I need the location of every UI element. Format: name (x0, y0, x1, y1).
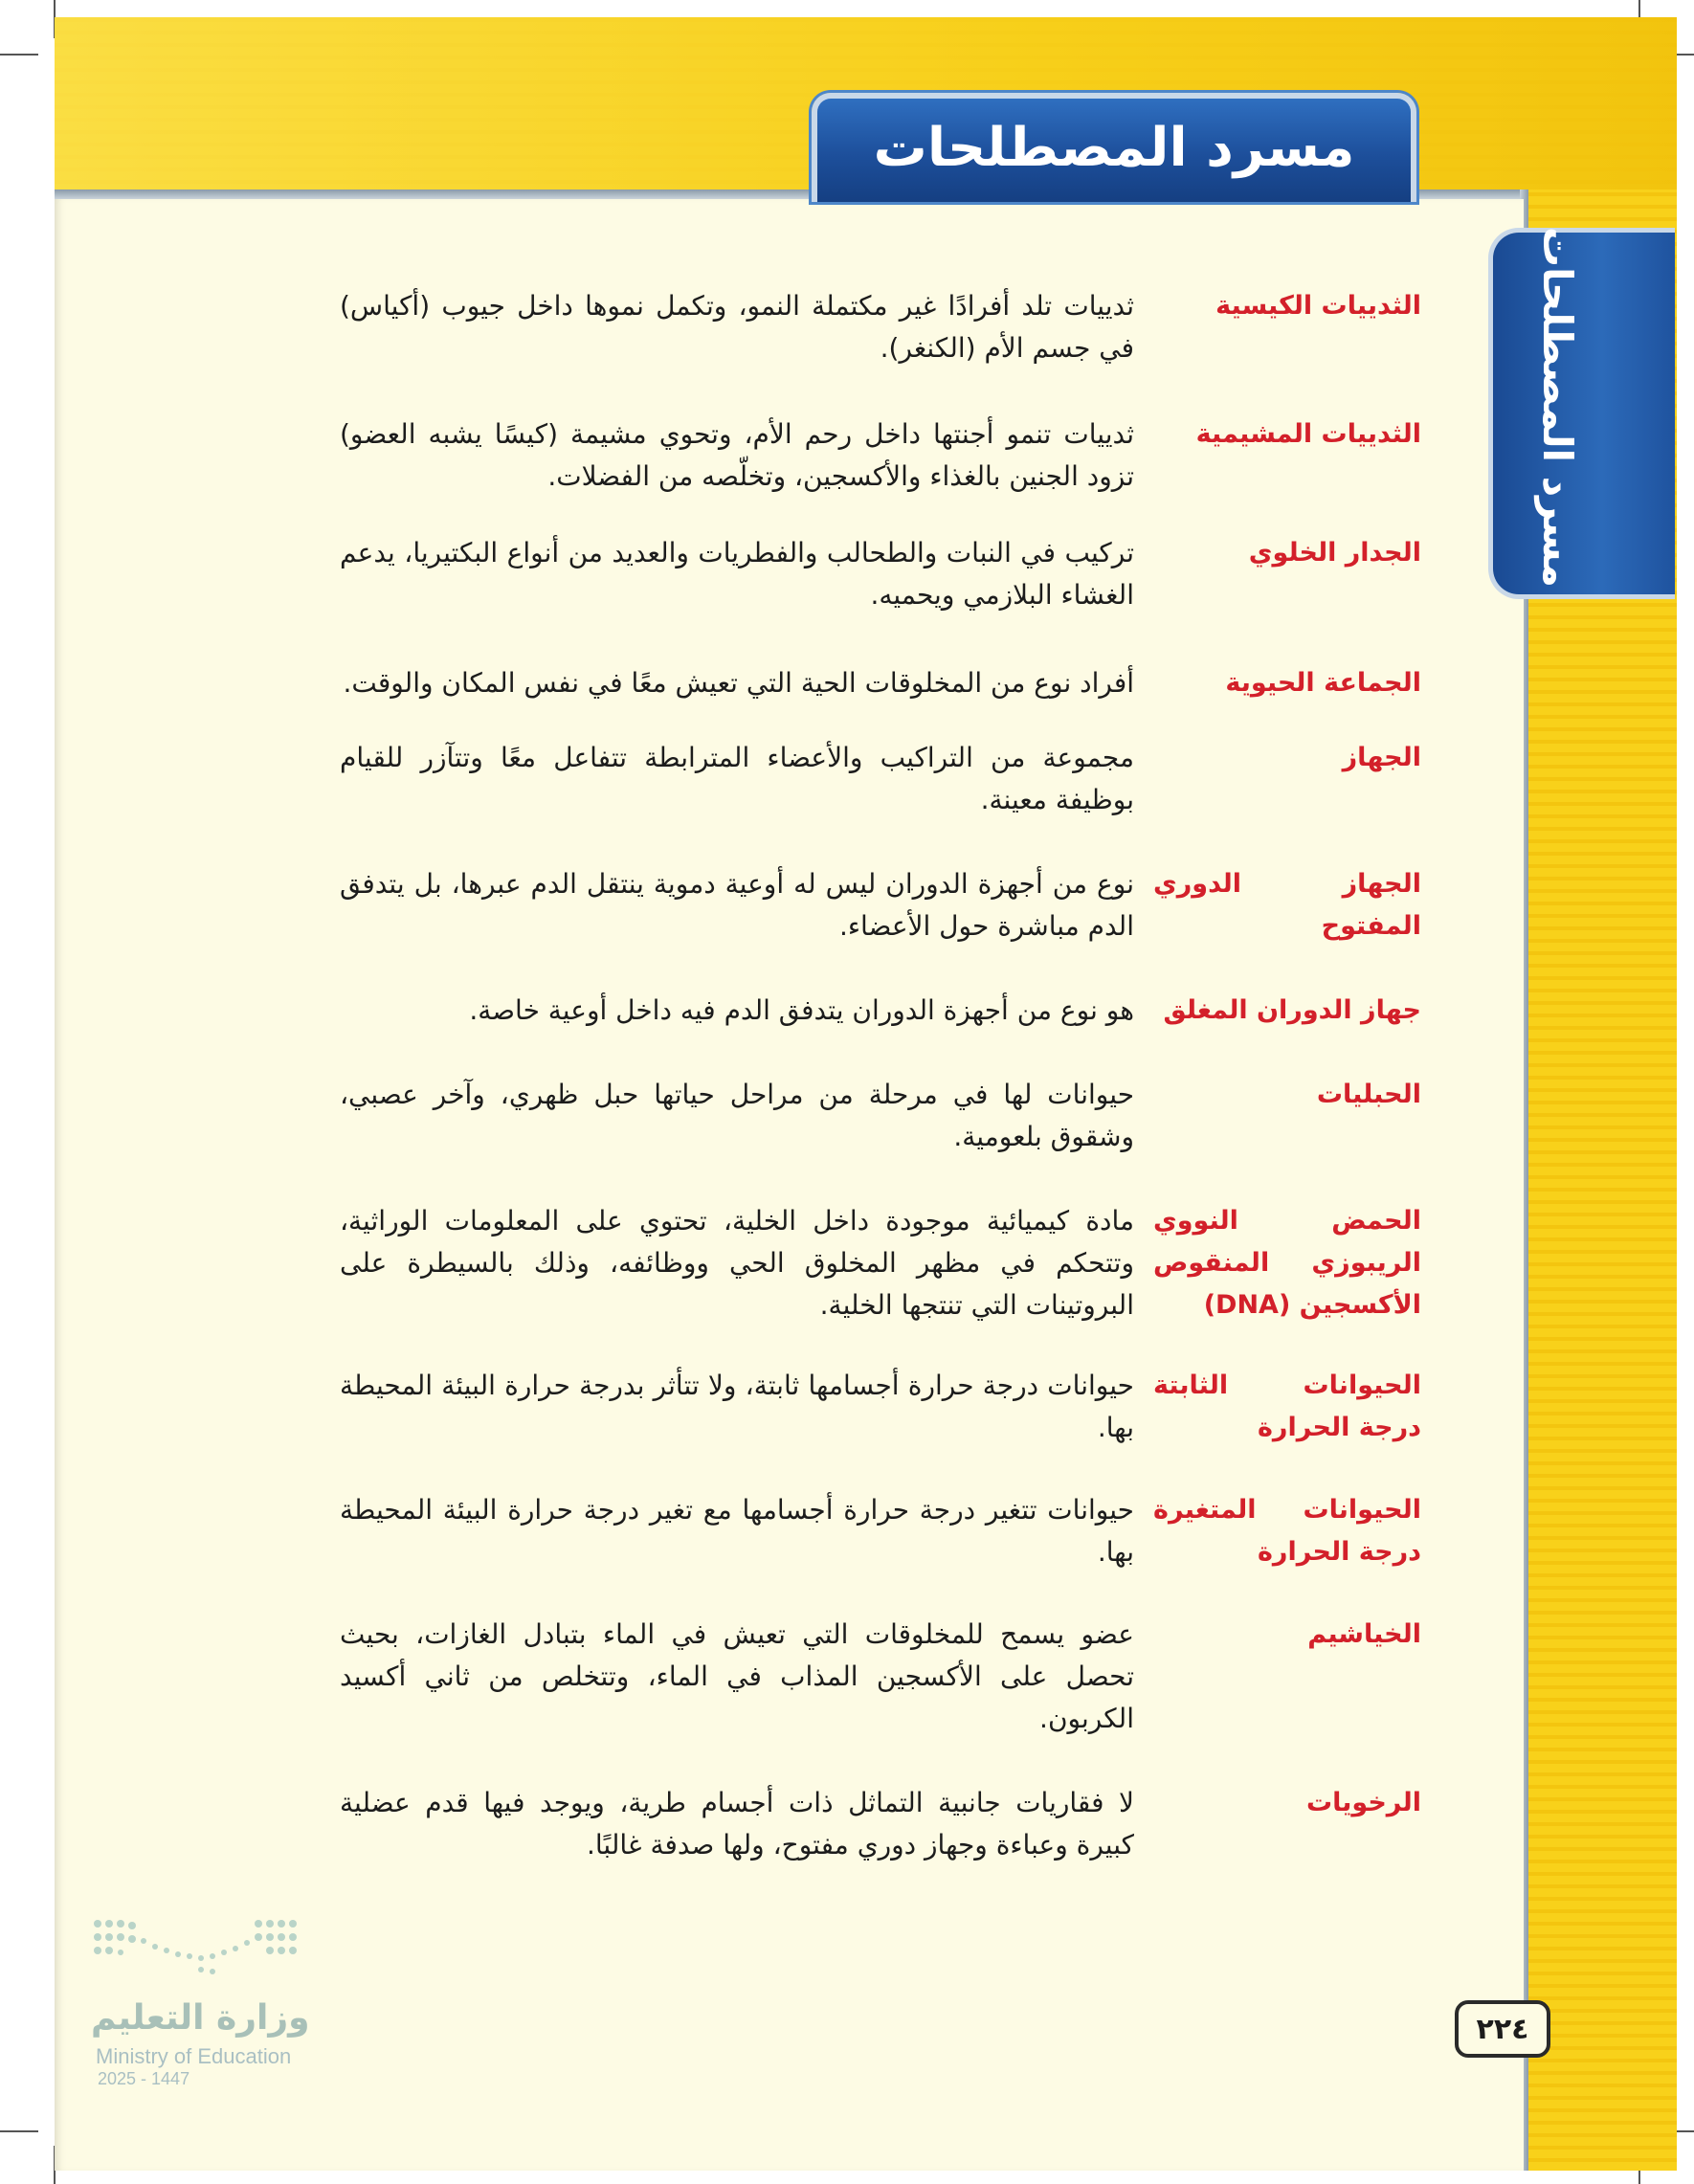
glossary-entry (330, 863, 1421, 959)
glossary-entry (330, 1489, 1421, 1585)
glossary-term: الحيوانات الثابتة درجة الحرارة (1153, 1371, 1421, 1442)
glossary-term: الثدييات المشيمية (1195, 419, 1421, 449)
side-tab-label-wrap (1510, 226, 1606, 588)
glossary-definition: مادة كيميائية موجودة داخل الخلية، تحتوي على المعلومات الوراثية، وتتحكم في مظهر المخلوق الحي ووظائفه، وذلك بالسيطرة على البروتينات التي تنتجها الخلية. (340, 1205, 1134, 1321)
ministry-name-english: Ministry of Education (96, 2044, 292, 2068)
glossary-entry (330, 1782, 1421, 1878)
ministry-name-arabic: وزارة التعليم (91, 1998, 310, 2038)
glossary-term: الجدار الخلوي (1248, 538, 1421, 568)
glossary-term: الحمض النووي الريبوزي المنقوص الأكسجين (DNA) (1153, 1206, 1421, 1320)
glossary-term: الحبليات (1316, 1080, 1421, 1109)
glossary-definition: حيوانات تتغير درجة حرارة أجسامها مع تغير درجة حرارة البيئة المحيطة بها. (340, 1494, 1134, 1568)
page-number: ٢٢٤ (1455, 2000, 1550, 2058)
glossary-term: الجماعة الحيوية (1225, 668, 1421, 698)
glossary-definition: نوع من أجهزة الدوران ليس له أوعية دموية ينتقل الدم عبرها، بل يتدفق الدم مباشرة حول الأعضاء. (340, 868, 1134, 942)
glossary-definition: أفراد نوع من المخلوقات الحية التي تعيش معًا في نفس المكان والوقت. (343, 667, 1134, 699)
glossary-term: الجهاز الدوري المفتوح (1153, 869, 1421, 941)
glossary-term: الرخويات (1306, 1788, 1421, 1817)
glossary-entry (330, 1200, 1421, 1334)
ministry-logo-icon (88, 1914, 308, 1981)
glossary-entry (330, 990, 1421, 1037)
glossary-definition: هو نوع من أجهزة الدوران يتدفق الدم فيه داخل أوعية خاصة. (469, 994, 1134, 1026)
glossary-definition: ثدييات تنمو أجنتها داخل رحم الأم، وتحوي مشيمة (كيسًا يشبه العضو) تزود الجنين بالغذاء والأكسجين، وتخلّصه من الفضلات. (340, 418, 1134, 492)
glossary-definition: تركيب في النبات والطحالب والفطريات والعديد من أنواع البكتيريا، يدعم الغشاء البلازمي ويحميه. (340, 537, 1134, 611)
glossary-definition: لا فقاريات جانبية التماثل ذات أجسام طرية، ويوجد فيها قدم عضلية كبيرة وعباءة وجهاز دوري مفتوح، ولها صدفة غالبًا. (340, 1787, 1134, 1861)
title-tab (812, 93, 1416, 202)
page-title: مسرد المصطلحات (873, 116, 1355, 179)
glossary-entry (330, 1074, 1421, 1170)
glossary-entry (330, 532, 1421, 628)
glossary-definition: ثدييات تلد أفرادًا غير مكتملة النمو، وتكمل نموها داخل جيوب (أكياس) في جسم الأم (الكنغر). (340, 290, 1134, 364)
side-tab-label: مسرد المصطلحات (1534, 226, 1582, 588)
glossary-definition: حيوانات لها في مرحلة من مراحل حياتها حبل ظهري، وآخر عصبي، وشقوق بلعومية. (340, 1079, 1134, 1152)
crop-mark (0, 2130, 38, 2132)
glossary-entry (330, 1365, 1421, 1460)
glossary-entry (330, 285, 1421, 381)
glossary-entry (330, 662, 1421, 710)
glossary-entry (330, 1614, 1421, 1748)
glossary-definition: مجموعة من التراكيب والأعضاء المترابطة تتفاعل معًا وتتآزر للقيام بوظيفة معينة. (340, 742, 1134, 815)
glossary-term: الحيوانات المتغيرة درجة الحرارة (1153, 1495, 1421, 1567)
glossary-term: جهاز الدوران المغلق (1163, 995, 1421, 1025)
glossary-term: الخياشيم (1307, 1619, 1421, 1649)
glossary-definition: عضو يسمح للمخلوقات التي تعيش في الماء بتبادل الغازات، بحيث تحصل على الأكسجين المذاب في الماء، وتتخلص من ثاني أكسيد الكربون. (340, 1618, 1134, 1734)
glossary-entry (330, 737, 1421, 833)
ministry-year: 2025 - 1447 (98, 2069, 190, 2088)
glossary-term: الثدييات الكيسية (1215, 291, 1421, 321)
crop-mark (0, 54, 38, 56)
glossary-entry (330, 413, 1421, 509)
glossary-term: الجهاز (1342, 743, 1421, 772)
glossary-definition: حيوانات درجة حرارة أجسامها ثابتة، ولا تتأثر بدرجة حرارة البيئة المحيطة بها. (340, 1370, 1134, 1443)
